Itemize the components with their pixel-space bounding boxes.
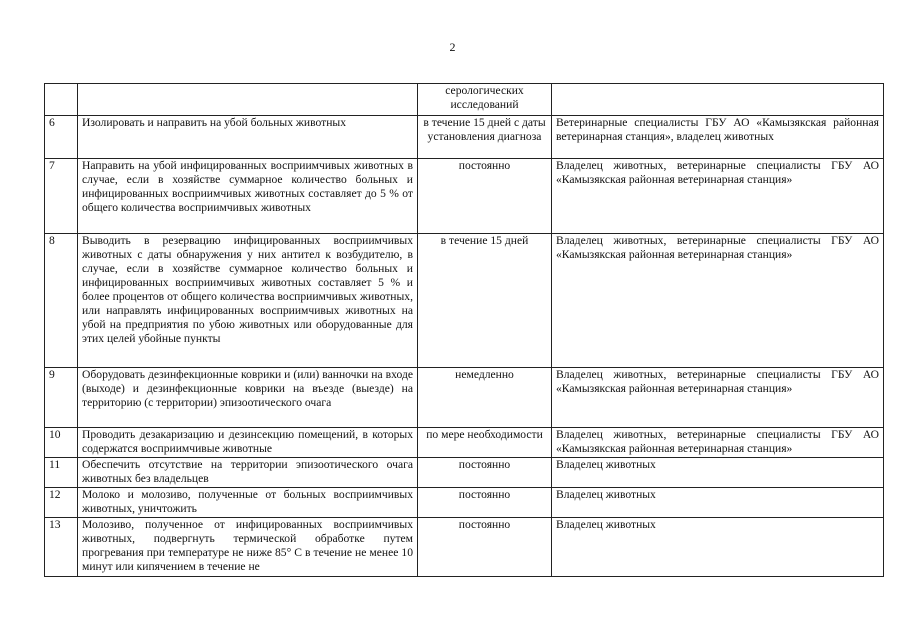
table-row <box>45 368 884 428</box>
row-number: 10 <box>45 428 78 458</box>
responsible-text: Владелец животных <box>552 488 884 518</box>
row-number: 8 <box>45 234 78 368</box>
responsible-text <box>552 84 884 116</box>
row-number: 13 <box>45 518 78 577</box>
table-row <box>45 84 884 116</box>
measure-text: Молозиво, полученное от инфицированных восприимчивых животных, подвергнуть термической обработке путем прогревания при температуре не ниже 85° С в течение не менее 10 минут или кипячением в течение не <box>78 518 418 577</box>
term-text: постоянно <box>418 518 552 577</box>
responsible-text: Владелец животных, ветеринарные специалисты ГБУ АО «Камызякская районная ветеринарная станция» <box>552 234 884 368</box>
table-row <box>45 234 884 368</box>
measure-text: Оборудовать дезинфекционные коврики и (или) ванночки на входе (выходе) и дезинфекционные коврики на въезде (выезде) на территорию (с территории) эпизоотического очага <box>78 368 418 428</box>
table-row <box>45 518 884 577</box>
term-text: постоянно <box>418 488 552 518</box>
responsible-text: Владелец животных <box>552 458 884 488</box>
measure-text: Изолировать и направить на убой больных животных <box>78 116 418 159</box>
measure-text: Проводить дезакаризацию и дезинсекцию помещений, в которых содержатся восприимчивые животные <box>78 428 418 458</box>
measure-text: Направить на убой инфицированных восприимчивых животных в случае, если в хозяйстве суммарное количество больных и инфицированных восприимчивых животных составляет до 5 % от общего количества восприимчивых животных <box>78 159 418 234</box>
responsible-text: Ветеринарные специалисты ГБУ АО «Камызякская районная ветеринарная станция», владелец животных <box>552 116 884 159</box>
measure-text <box>78 84 418 116</box>
term-text: постоянно <box>418 159 552 234</box>
table-row <box>45 116 884 159</box>
row-number: 9 <box>45 368 78 428</box>
table-row <box>45 488 884 518</box>
measure-text: Обеспечить отсутствие на территории эпизоотического очага животных без владельцев <box>78 458 418 488</box>
term-text: немедленно <box>418 368 552 428</box>
row-number: 12 <box>45 488 78 518</box>
page-number: 2 <box>449 40 456 54</box>
term-text: серологических исследований <box>418 84 552 116</box>
responsible-text: Владелец животных, ветеринарные специалисты ГБУ АО «Камызякская районная ветеринарная станция» <box>552 368 884 428</box>
table-row <box>45 159 884 234</box>
row-number: 7 <box>45 159 78 234</box>
term-text: по мере необходимости <box>418 428 552 458</box>
table-row <box>45 428 884 458</box>
measure-text: Молоко и молозиво, полученные от больных восприимчивых животных, уничтожить <box>78 488 418 518</box>
row-number: 6 <box>45 116 78 159</box>
row-number <box>45 84 78 116</box>
responsible-text: Владелец животных, ветеринарные специалисты ГБУ АО «Камызякская районная ветеринарная станция» <box>552 428 884 458</box>
term-text: в течение 15 дней <box>418 234 552 368</box>
term-text: постоянно <box>418 458 552 488</box>
measure-text: Выводить в резервацию инфицированных восприимчивых животных с даты обнаружения у них антител к возбудителю, в случае, если в хозяйстве суммарное количество больных и инфицированных восприимчивых животных составляет 5 % и более процентов от общего количества восприимчивых животных, или направлять инфицированных восприимчивых животных на убой на предприятия по убою животных или оборудованные для этих целей убойные пункты <box>78 234 418 368</box>
measures-table <box>44 83 884 577</box>
table-row <box>45 458 884 488</box>
responsible-text: Владелец животных, ветеринарные специалисты ГБУ АО «Камызякская районная ветеринарная станция» <box>552 159 884 234</box>
row-number: 11 <box>45 458 78 488</box>
responsible-text: Владелец животных <box>552 518 884 577</box>
term-text: в течение 15 дней с даты установления диагноза <box>418 116 552 159</box>
